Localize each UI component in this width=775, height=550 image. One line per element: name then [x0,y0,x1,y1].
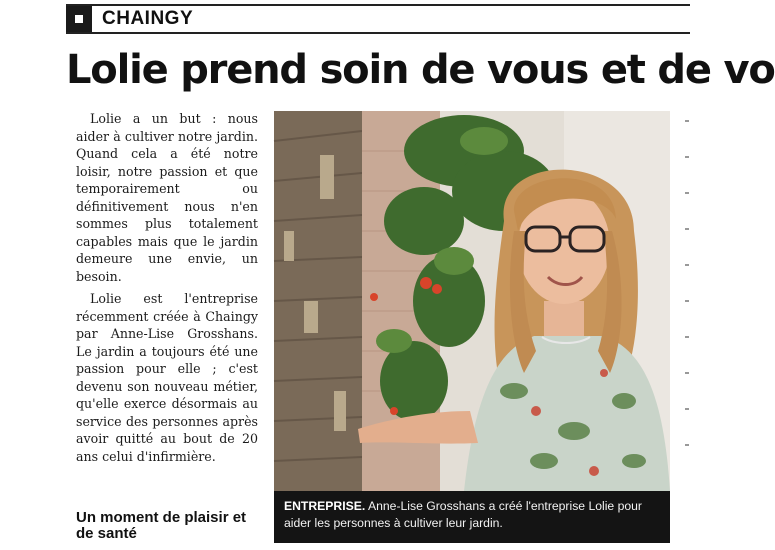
article-subhead: Un moment de plaisir et de santé [76,509,247,542]
article-paragraph-2: Lolie est l'entreprise récemment créée à Chaingy par Anne-Lise Grosshans. Le jardin a toujours été une passion pour elle ; c'est devenu son nouveau métier, qu'elle exerce désormais au service des personnes après avoir quitté au bout de 20 ans celui d'infirmière. [76,291,258,464]
section-bar [66,4,690,34]
photo-caption [274,491,670,543]
caption-text: Anne-Lise Grosshans a créé l'entreprise Lolie pour aider les personnes à cultiver leur jardin. [284,499,642,530]
article-paragraph-1: Lolie a un but : nous aider à cultiver notre jardin. Quand cela a été notre loisir, notre passion et que temporairement ou définitivement nous n'en sommes plus totalement capables mais que le jardin demeure une envie, un besoin. [76,111,258,284]
next-column-edge-marks [683,110,690,490]
article-photo [274,111,670,491]
headline: Lolie prend soin de vous et de vo [66,47,775,93]
section-label: CHAINGY [102,8,194,29]
caption-kicker: ENTREPRISE. [284,499,366,513]
section-marker-icon [66,6,92,32]
portrait-photo-illustration [274,111,670,491]
next-column-edge [683,110,690,490]
article-body [76,110,258,470]
